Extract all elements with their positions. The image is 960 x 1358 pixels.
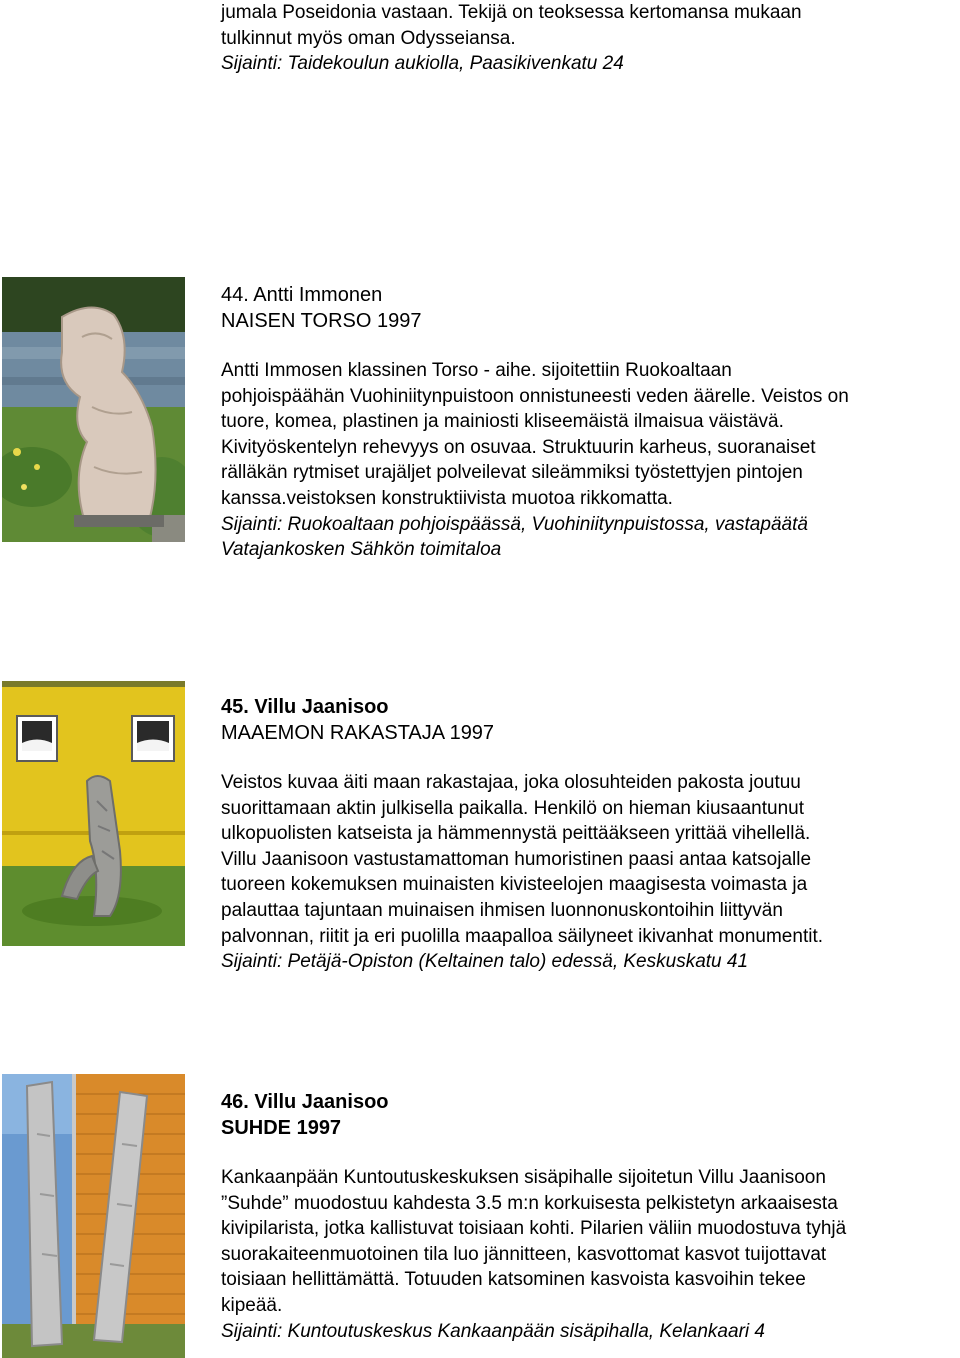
- entry-45-heading: [221, 694, 494, 746]
- text-line: jumala Poseidonia vastaan. Tekijä on teoksessa kertomansa mukaan: [221, 2, 802, 23]
- text-line: tuore, komea, plastinen ja mainiosti kliseemäistä ilmaisua väistävä.: [221, 411, 784, 433]
- entry-44-heading: [221, 282, 421, 334]
- text-line: suorittamaan aktin julkisella paikalla. Henkilö on hieman kiusaantunut: [221, 797, 804, 819]
- text-line: toisiaan hellittämättä. Totuuden katsominen kasvoista kasvoihin tekee: [221, 1269, 806, 1291]
- photo-naisen-torso: [2, 277, 185, 542]
- entry-44-description: [221, 358, 849, 563]
- text-line: Kivityöskentelyn rehevyys on osuvaa. Struktuurin karheus, suoranaiset: [221, 436, 816, 458]
- entry-number: 46.: [221, 1091, 249, 1113]
- artwork-title: SUHDE 1997: [221, 1117, 342, 1139]
- entry-45-description: [221, 770, 823, 975]
- top-text-block: [221, 0, 802, 77]
- artwork-title: MAAEMON RAKASTAJA 1997: [221, 722, 495, 744]
- text-line: suorakaiteenmuotoinen tila luo jännitteen, kasvottomat kasvot tuijottavat: [221, 1243, 827, 1265]
- text-line: ”Suhde” muodostuu kahdesta 3.5 m:n korkuisesta pelkistetyn arkaaisesta: [221, 1192, 838, 1214]
- location-line: Sijainti: Kuntoutuskeskus Kankaanpään sisäpihalla, Kelankaari 4: [221, 1320, 765, 1342]
- artwork-title: NAISEN TORSO 1997: [221, 310, 422, 332]
- text-line: kivipilarista, jotka kallistuvat toisiaan kohti. Pilarien väliin muodostuva tyhjä: [221, 1218, 847, 1240]
- entry-number: 44.: [221, 284, 249, 306]
- text-line: tulkinnut myös oman Odysseiansa.: [221, 27, 516, 49]
- artist-name: Villu Jaanisoo: [254, 1091, 389, 1113]
- text-line: rälläkän rytmiset urajäljet polveilevat sileämmiksi työstettyjen pintojen: [221, 462, 803, 484]
- entry-46-heading: [221, 1089, 389, 1141]
- text-line: ulkopuolisten katseista ja hämmennystä peittääkseen yrittää vihellellä.: [221, 823, 811, 845]
- entry-46-description: [221, 1165, 846, 1344]
- location-line: Vatajankosken Sähkön toimitaloa: [221, 539, 502, 561]
- photo-suhde: [2, 1074, 185, 1358]
- text-line: Kankaanpään Kuntoutuskeskuksen sisäpihalle sijoitetun Villu Jaanisoon: [221, 1167, 826, 1188]
- location-line: Sijainti: Ruokoaltaan pohjoispäässä, Vuohiniitynpuistossa, vastapäätä: [221, 513, 808, 535]
- text-line: Antti Immosen klassinen Torso - aihe. sijoitettiin Ruokoaltaan: [221, 360, 732, 381]
- text-line: kipeää.: [221, 1294, 283, 1316]
- photo-maaemon-rakastaja: [2, 681, 185, 946]
- text-line: Villu Jaanisoon vastustamattoman humoristinen paasi antaa katsojalle: [221, 848, 812, 870]
- text-line: palauttaa tajuntaan muinaisen ihmisen luonnonuskontoihin liittyvän: [221, 899, 783, 921]
- location-line: Sijainti: Petäjä-Opiston (Keltainen talo) edessä, Keskuskatu 41: [221, 951, 749, 973]
- text-line: tuoreen kokemuksen muinaisten kivisteelojen maagisesta voimasta ja: [221, 874, 808, 896]
- text-line: Veistos kuvaa äiti maan rakastajaa, joka olosuhteiden pakosta joutuu: [221, 772, 801, 793]
- artist-name: Villu Jaanisoo: [254, 696, 389, 718]
- text-line: pohjoispäähän Vuohiniitynpuistoon onnistuneesti veden äärelle. Veistos on: [221, 385, 849, 407]
- text-line: palvonnan, riitit ja eri puolilla maapalloa säilyneet ikivanhat monumentit.: [221, 925, 823, 947]
- location-line: Sijainti: Taidekoulun aukiolla, Paasikivenkatu 24: [221, 53, 624, 75]
- entry-number: 45.: [221, 696, 249, 718]
- text-line: kanssa.veistoksen konstruktiivista muotoa rikkomatta.: [221, 487, 673, 509]
- artist-name: Antti Immonen: [253, 284, 383, 306]
